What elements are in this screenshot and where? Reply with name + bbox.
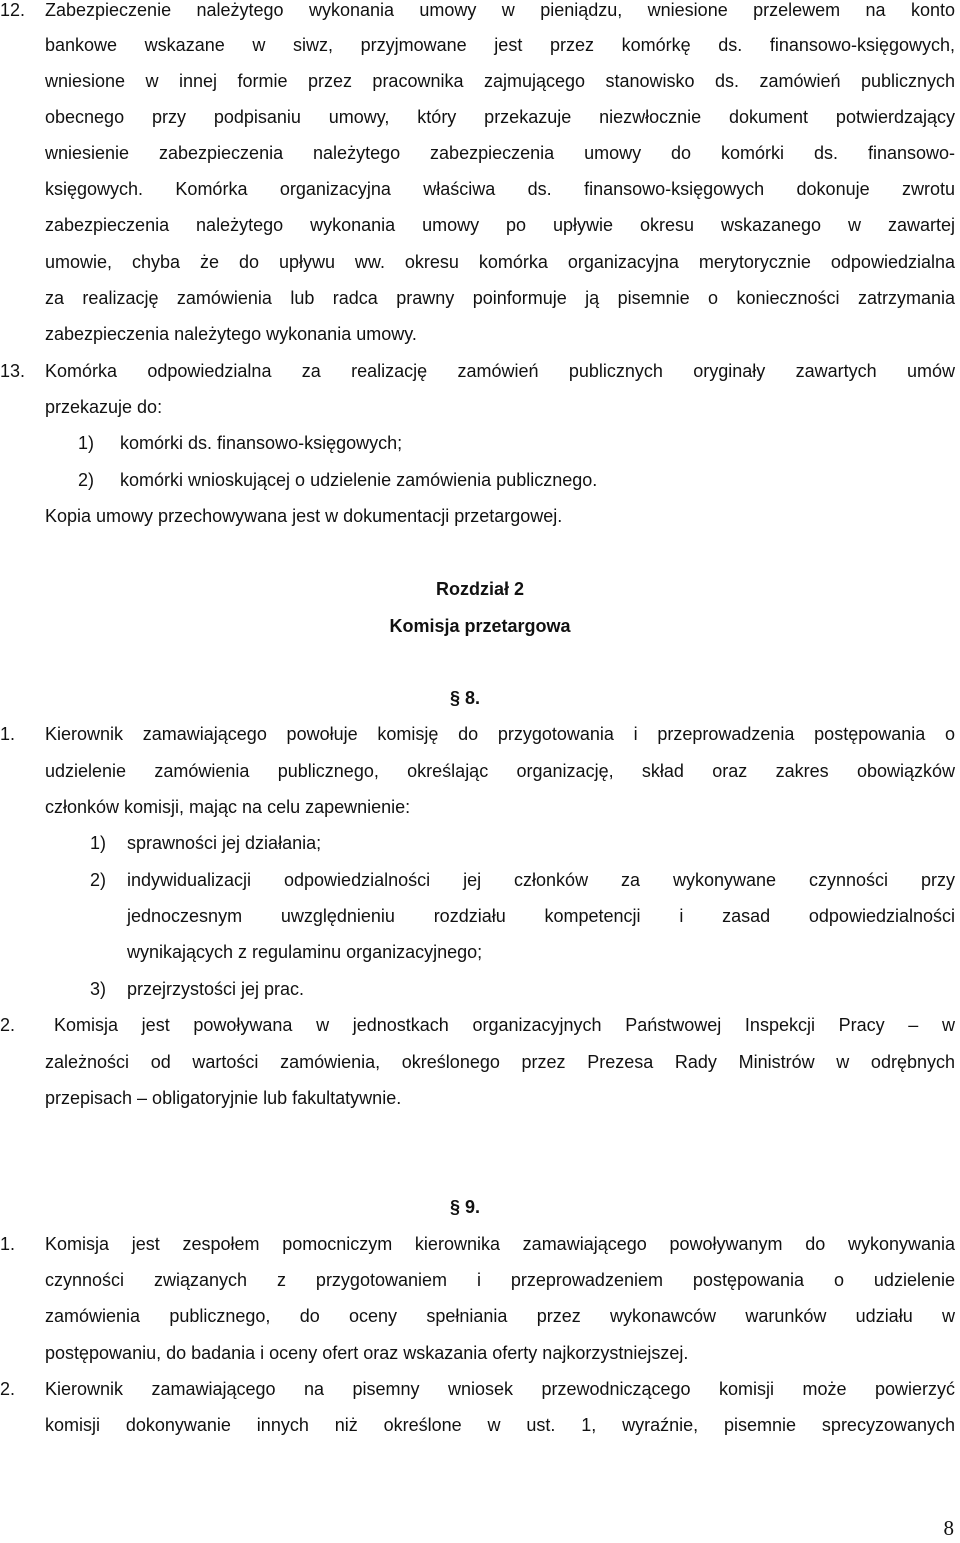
text-line: wniesione w innej formie przez pracownika zajmującego stanowisko ds. zamówień publicznych xyxy=(45,71,955,91)
subitem-number: 2) xyxy=(90,870,107,890)
text-line: Kopia umowy przechowywana jest w dokumentacji przetargowej. xyxy=(45,506,563,526)
text-line: za realizację zamówienia lub radca prawny poinformuje ją pisemnie o konieczności zatrzymania xyxy=(45,288,955,308)
text-line: Kierownik zamawiającego na pisemny wniosek przewodniczącego komisji może powierzyć xyxy=(45,1379,955,1399)
item-number: 2. xyxy=(0,1379,16,1399)
text-line: Komisja jest powoływana w jednostkach organizacyjnych Państwowej Inspekcji Pracy – w xyxy=(54,1015,955,1035)
subitem-text: wynikających z regulaminu organizacyjnego; xyxy=(127,942,483,962)
text-line: członków komisji, mając na celu zapewnienie: xyxy=(45,797,411,817)
text-line: zależności od wartości zamówienia, określonego przez Prezesa Rady Ministrów w odrębnych xyxy=(45,1052,955,1072)
subitem-text: przejrzystości jej prac. xyxy=(127,979,305,999)
subitem-text: jednoczesnym uwzględnieniu rozdziału kompetencji i zasad odpowiedzialności xyxy=(127,906,955,926)
text-line: Komórka odpowiedzialna za realizację zamówień publicznych oryginały zawartych umów xyxy=(45,361,955,381)
text-line: obecnego przy podpisaniu umowy, który przekazuje niezwłocznie dokument potwierdzający xyxy=(45,107,955,127)
subitem-number: 3) xyxy=(90,979,107,999)
chapter-title: Rozdział 2 xyxy=(435,579,524,599)
text-line: zabezpieczenia należytego wykonania umowy. xyxy=(45,324,417,344)
text-line: Kierownik zamawiającego powołuje komisję do przygotowania i przeprowadzenia postępowania o xyxy=(45,724,955,744)
item-number: 1. xyxy=(0,724,16,744)
text-line: księgowych. Komórka organizacyjna właściwa ds. finansowo-księgowych dokonuje zwrotu xyxy=(45,179,955,199)
text-line: przepisach – obligatoryjnie lub fakultatywnie. xyxy=(45,1088,402,1108)
page-number: 8 xyxy=(943,1516,954,1540)
section-8-heading: § 8. xyxy=(450,688,481,708)
subitem-text: sprawności jej działania; xyxy=(127,833,322,853)
text-line: postępowaniu, do badania i oceny ofert oraz wskazania oferty najkorzystniejszej. xyxy=(45,1343,689,1363)
text-line: Zabezpieczenie należytego wykonania umowy w pieniądzu, wniesione przelewem na konto xyxy=(45,0,955,20)
chapter-subtitle: Komisja przetargowa xyxy=(389,616,571,636)
subitem-text: komórki wnioskującej o udzielenie zamówienia publicznego. xyxy=(120,470,598,490)
text-line: przekazuje do: xyxy=(45,397,163,417)
item-number: 1. xyxy=(0,1234,16,1254)
text-line: komisji dokonywanie innych niż określone w ust. 1, wyraźnie, pisemnie sprecyzowanych xyxy=(45,1415,955,1435)
section-9-heading: § 9. xyxy=(450,1197,481,1217)
text-line: Komisja jest zespołem pomocniczym kierownika zamawiającego powoływanym do wykonywania xyxy=(45,1234,955,1254)
text-line: udzielenie zamówienia publicznego, określając organizację, skład oraz zakres obowiązków xyxy=(45,761,955,781)
subitem-text: indywidualizacji odpowiedzialności jej członków za wykonywane czynności przy xyxy=(127,870,955,890)
item-number: 2. xyxy=(0,1015,16,1035)
text-line: bankowe wskazane w siwz, przyjmowane jest przez komórkę ds. finansowo-księgowych, xyxy=(45,35,955,55)
subitem-number: 1) xyxy=(90,833,107,853)
item-number: 13. xyxy=(0,361,26,381)
subitem-number: 2) xyxy=(78,470,95,490)
text-line: czynności związanych z przygotowaniem i przeprowadzeniem postępowania o udzielenie xyxy=(45,1270,955,1290)
text-line: zabezpieczenia należytego wykonania umowy po upływie okresu wskazanego w zawartej xyxy=(45,215,955,235)
subitem-text: komórki ds. finansowo-księgowych; xyxy=(120,433,403,453)
text-line: umowie, chyba że do upływu ww. okresu komórka organizacyjna merytorycznie odpowiedzialna xyxy=(45,252,955,272)
item-number: 12. xyxy=(0,0,26,20)
subitem-number: 1) xyxy=(78,433,95,453)
text-line: zamówienia publicznego, do oceny spełniania przez wykonawców warunków udziału w xyxy=(45,1306,955,1326)
text-line: wniesienie zabezpieczenia należytego zabezpieczenia umowy do komórki ds. finansowo- xyxy=(45,143,955,163)
